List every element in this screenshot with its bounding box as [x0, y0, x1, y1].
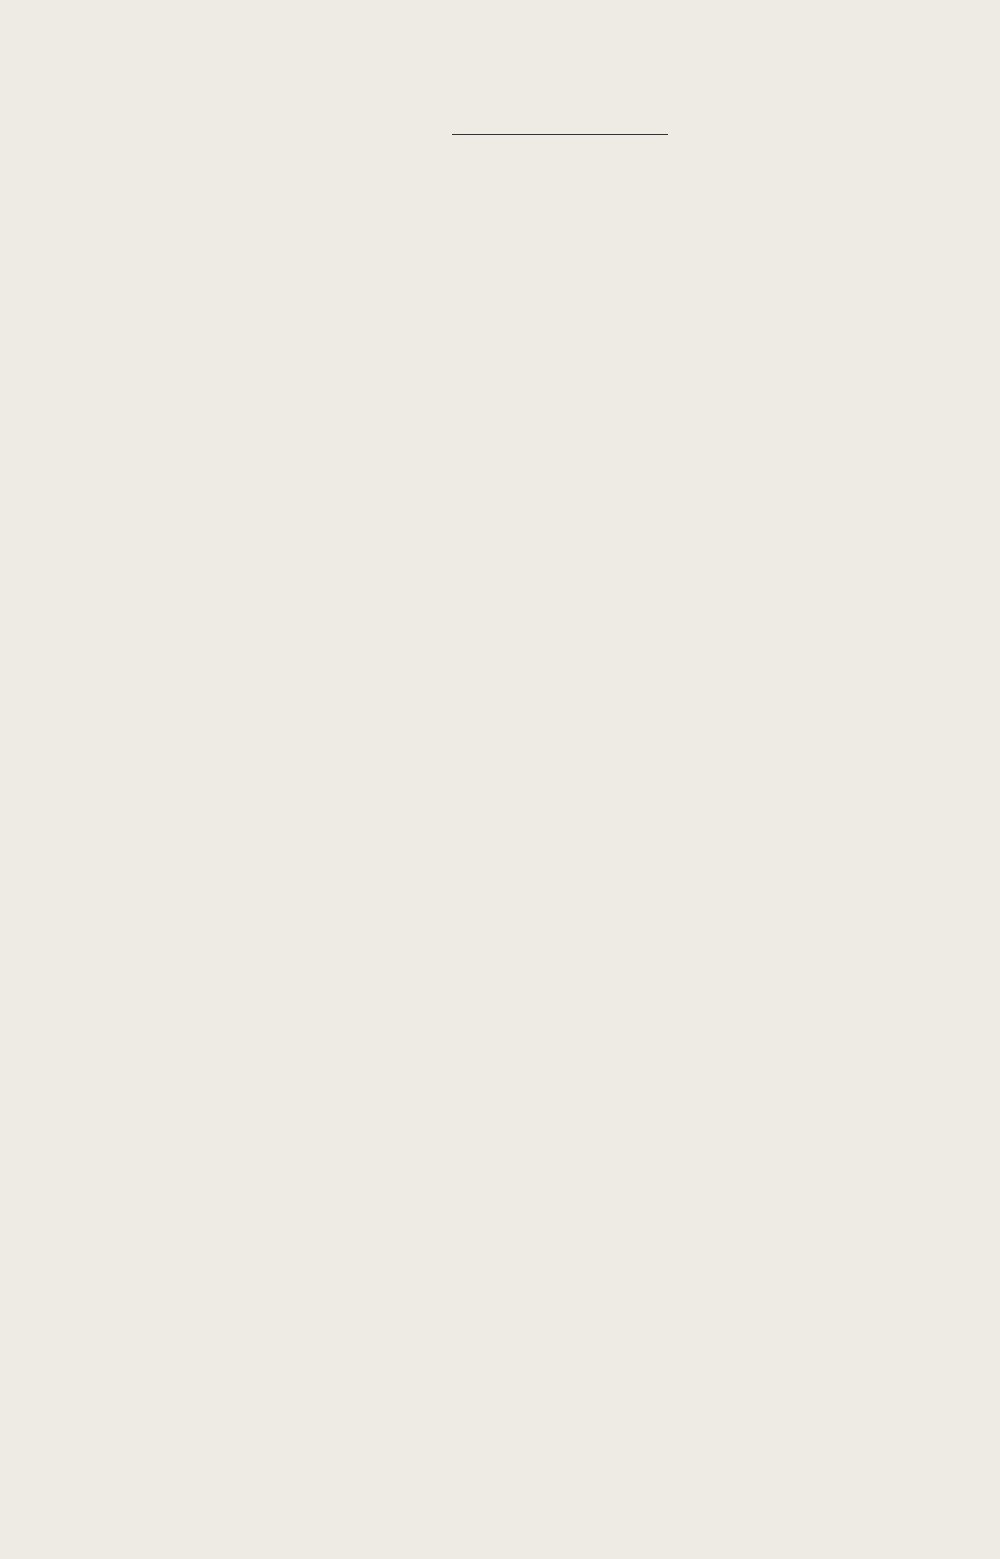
header-rule: [452, 134, 668, 135]
